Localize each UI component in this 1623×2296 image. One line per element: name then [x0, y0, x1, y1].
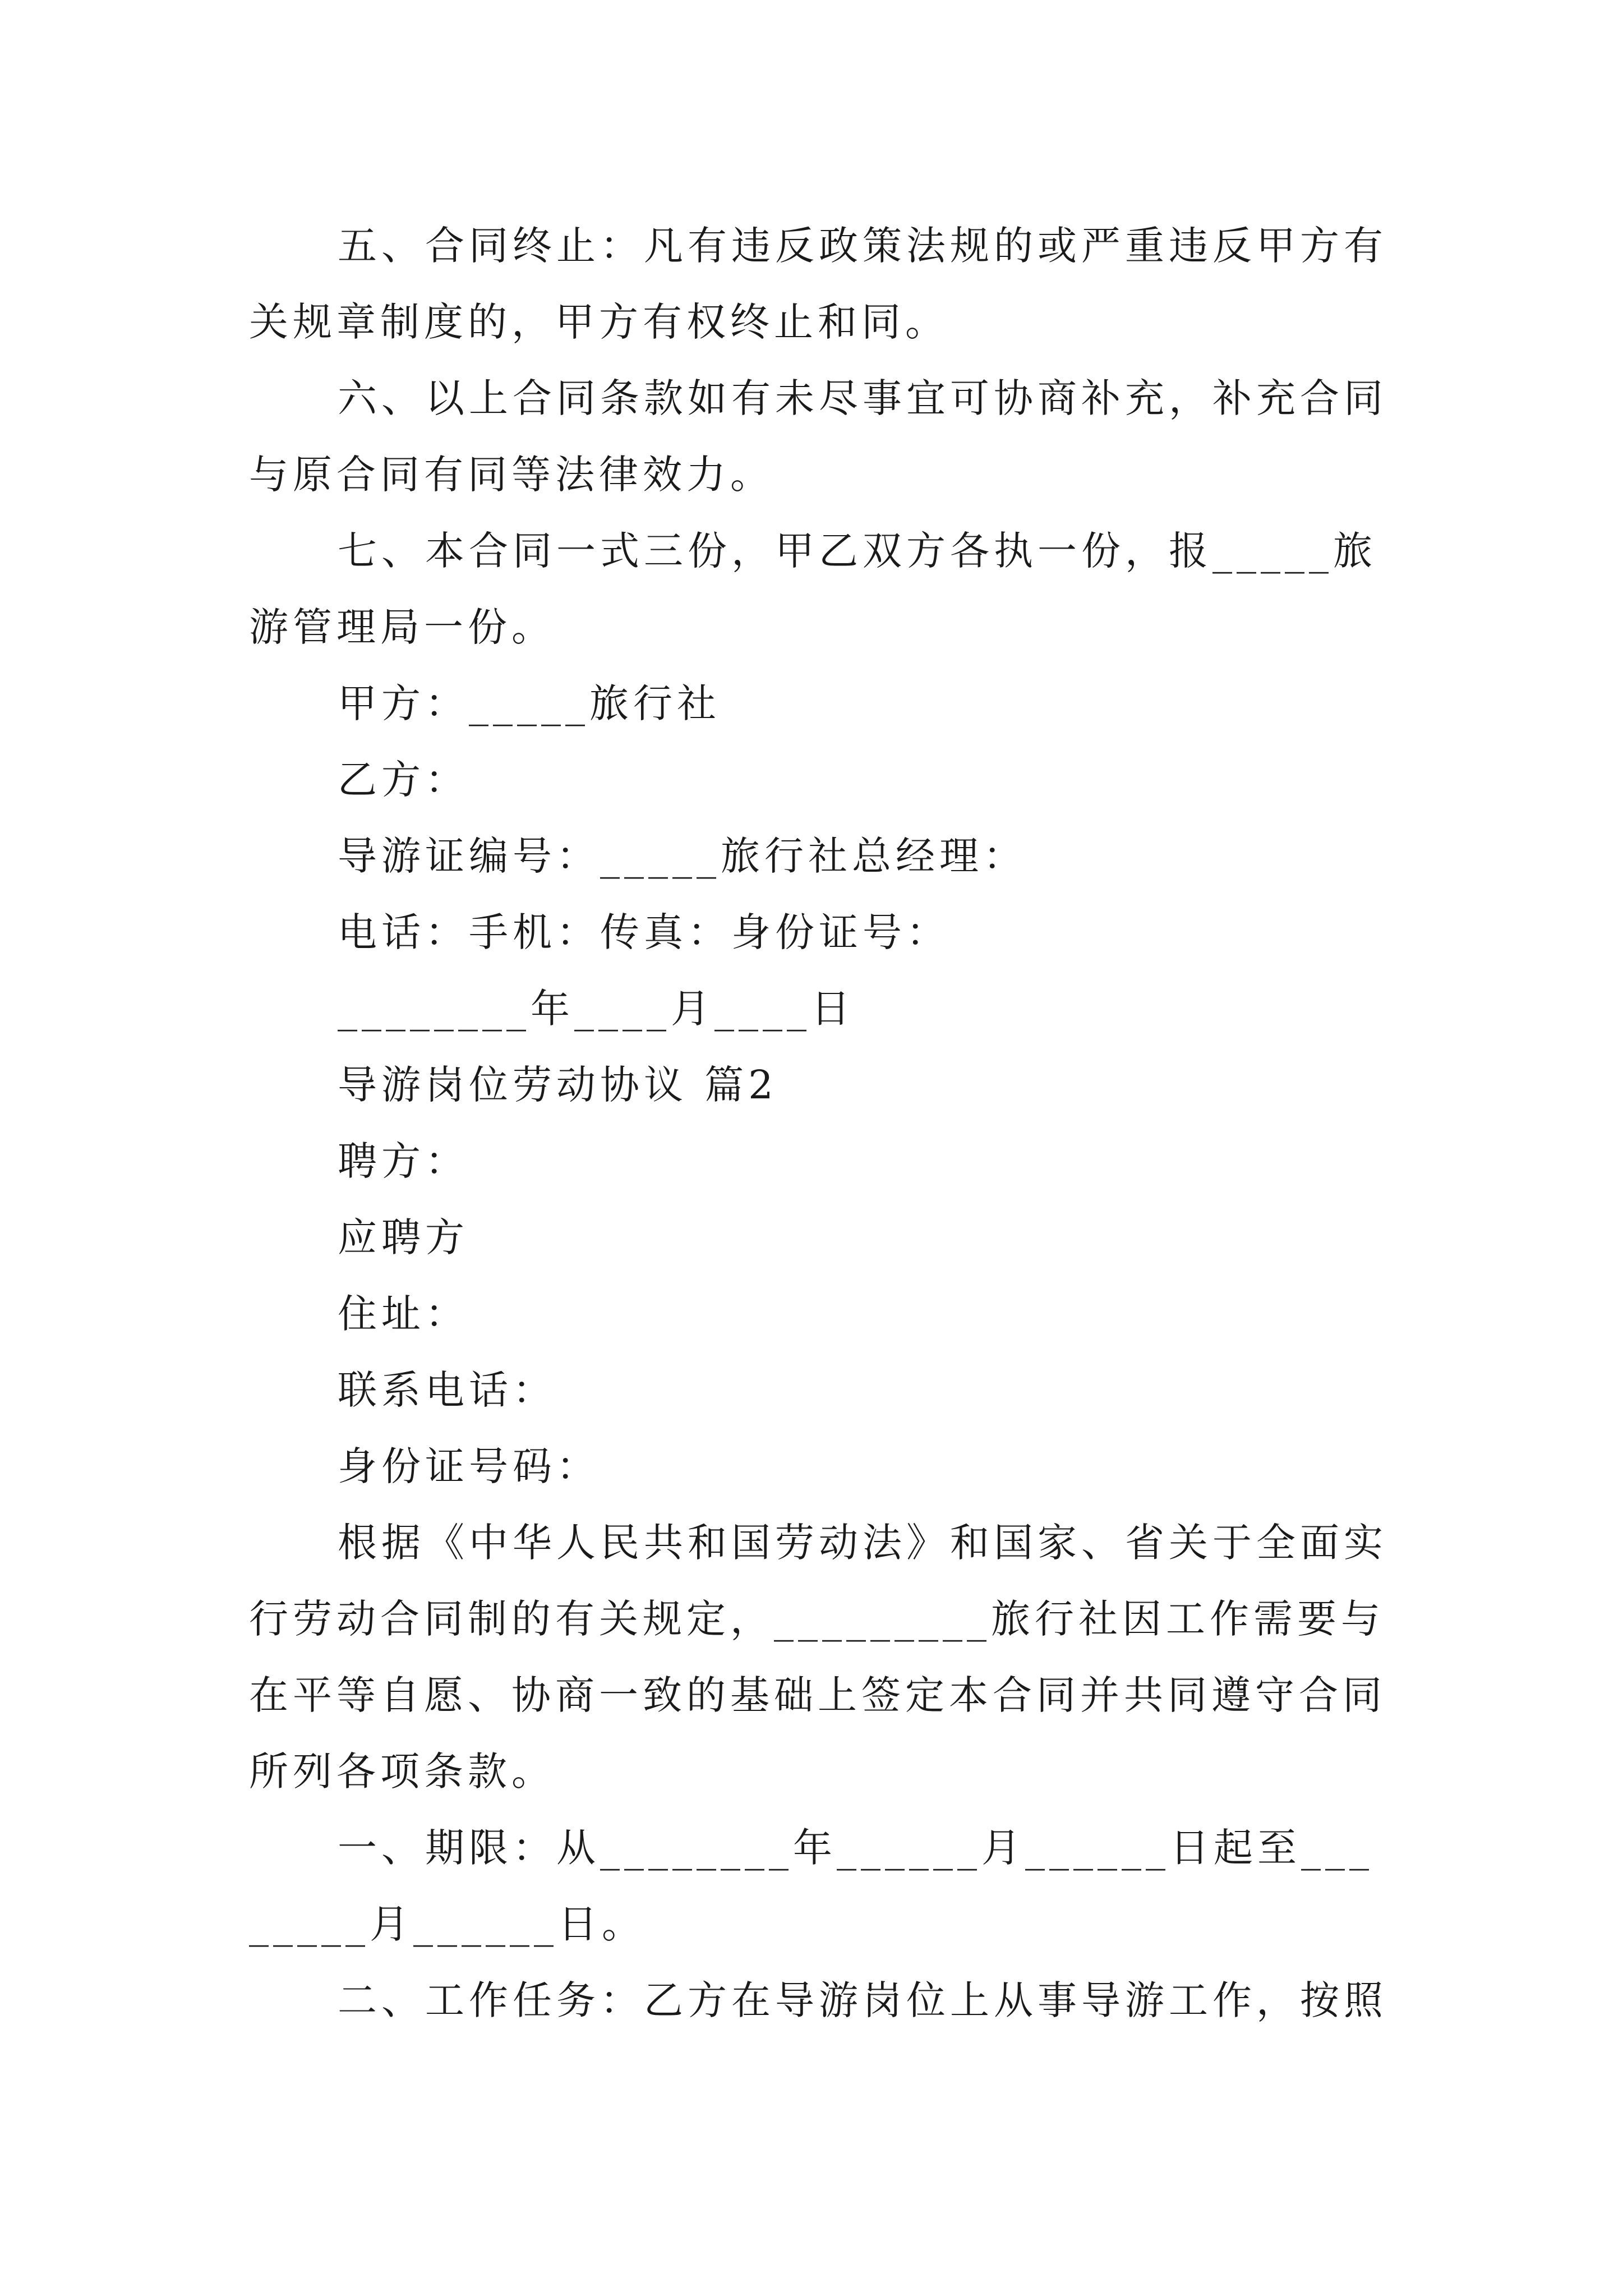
- preamble-paragraph: 根据《中华人民共和国劳动法》和国家、省关于全面实行劳动合同制的有关规定，_________旅行社因工作需要与在平等自愿、协商一致的基础上签定本合同并共同遵守合同所列各项条款。: [249, 1520, 1387, 1795]
- party-b-line: 乙方：: [338, 757, 469, 803]
- id-number-line: 身份证号码：: [338, 1443, 600, 1489]
- employer-line: 聘方：: [338, 1138, 469, 1184]
- section-title: 导游岗位劳动协议 篇2: [338, 1062, 778, 1108]
- clause-6: 六、以上合同条款如有未尽事宜可协商补充，补充合同与原合同有同等法律效力。: [249, 375, 1387, 498]
- phone-line: 联系电话：: [338, 1367, 556, 1413]
- contact-line: 电话：手机：传真：身份证号：: [338, 909, 950, 955]
- guide-cert-line: 导游证编号：_____旅行社总经理：: [338, 833, 1027, 879]
- term-clause: 一、期限：从________年______月______日起至________月______日。: [249, 1825, 1373, 1947]
- date-line: ________年____月____日: [338, 986, 855, 1032]
- clause-5: 五、合同终止：凡有违反政策法规的或严重违反甲方有关规章制度的，甲方有权终止和同。: [249, 223, 1387, 345]
- party-a-line: 甲方：_____旅行社: [338, 680, 721, 726]
- address-line: 住址：: [338, 1291, 469, 1337]
- document-body: [249, 208, 1390, 2039]
- clause-7: 七、本合同一式三份，甲乙双方各执一份，报_____旅游管理局一份。: [249, 528, 1377, 650]
- task-clause: 二、工作任务：乙方在导游岗位上从事导游工作，按照: [338, 1977, 1387, 2023]
- applicant-line: 应聘方: [338, 1214, 469, 1260]
